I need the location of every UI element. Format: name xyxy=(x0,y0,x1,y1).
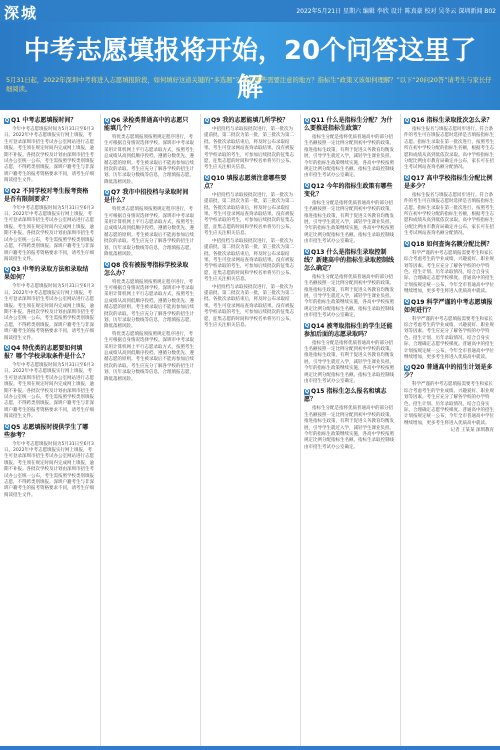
column-divider xyxy=(200,114,201,746)
question-icon: Q xyxy=(204,175,210,182)
question-heading: Q Q17 高中学校指标生分配比例是多少？ xyxy=(404,174,493,190)
question-icon: Q xyxy=(104,262,110,268)
question-icon: Q xyxy=(404,241,410,248)
question-icon: Q xyxy=(4,188,10,195)
section-tag: 深城 xyxy=(4,4,39,22)
question-heading: Q Q4 特优类的志愿要如何填报？哪个学校录取条件是什么？ xyxy=(4,344,89,360)
question-icon: Q xyxy=(404,175,410,182)
question-heading: Q Q14 被考取指标生的学生还能参加后面的志愿录取吗？ xyxy=(304,322,393,338)
question-heading: Q Q8 没有被报考指标学校录取怎么办？ xyxy=(104,261,189,277)
question-icon: Q xyxy=(4,345,10,352)
question-heading: Q Q1 中考志愿填报时间？ xyxy=(4,117,77,124)
question-icon: Q xyxy=(204,117,210,124)
question-icon: Q xyxy=(304,183,310,190)
question-icon: Q xyxy=(304,388,310,395)
bottom-rule xyxy=(0,746,500,750)
article-body xyxy=(4,114,496,746)
question-heading: Q Q16 指标生录取批次怎么录？ xyxy=(404,117,493,124)
headline: 中考志愿填报将开始，20个问答这里了解 xyxy=(23,36,477,103)
question-icon: Q xyxy=(4,266,10,273)
question-heading: Q Q5 志愿填报时提供学生了哪些参考？ xyxy=(4,423,89,439)
question-heading: Q Q9 我的志愿能填几所学校？ xyxy=(204,117,289,124)
column-4: Q Q11 什么是指标生分配？为什么要推进指标生政策？ 指标生分配是指将优质普通高中的部分招生名额按照一定比例分配到初中学校的政策。推进指标生政策，有利于促进义务教育均衡发展，引导学生就近入学，减轻学生课业负担。今年的指标生政策继续实施，各高中学校按照规定比例分配指标生名额。指标生录取控制线由市招生考试办公室确定。 Q Q12 今年的指标生政策有哪些变化？ 指标生分配是指将优质普通高中的部分招生名额按照一定比例分配到初中学校的政策。推进指标生政策，有利于促进义务教育均衡发展，引导学生就近入学，减轻学生课业负担。今年的指标生政策继续实施，各高中学校按照规定比例分配指标生名额。指标生录取控制线由市招生考试办公室确定。 Q Q13 什么是指标生录取控制线？新建高中的指标生录取控制线怎么确定？ 指标生分配是指将优质普通高中的部分招生名额按照一定比例分配到初中学校的政策。推进指标生政策，有利于促进义务教育均衡发展，引导学生就近入学，减轻学生课业负担。今年的指标生政策继续实施，各高中学校按照规定比例分配指标生名额。指标生录取控制线由市招生考试办公室确定。 Q Q14 被考取指标生的学生还能参加后面的志愿录取吗？ 指标生分配是指将优质普通高中的部分招生名额按照一定比例分配到初中学校的政策。推进指标生政策，有利于促进义务教育均衡发展，引导学生就近入学，减轻学生课业负担。今年的指标生政策继续实施，各高中学校按照规定比例分配指标生名额。指标生录取控制线由市招生考试办公室确定。 Q Q15 指标生怎么报名和填志愿？ 指标生分配是指将优质普通高中的部分招生名额按照一定比例分配到初中学校的政策。推进指标生政策，有利于促进义务教育均衡发展，引导学生就近入学，减轻学生课业负担。今年的指标生政策继续实施，各高中学校按照规定比例分配指标生名额。指标生录取控制线由市招生考试办公室确定。 xyxy=(304,117,394,450)
question-icon: Q xyxy=(404,364,410,371)
question-icon: Q xyxy=(404,299,410,306)
column-1: Q Q1 中考志愿填报时间？ 今年中考志愿填报时间为5月31日至6月3日。2022年中考志愿填报实行网上填报，考生可登录深圳市招生考试办公室网站进行志愿填报。考生须在规定时间内完成网上填报，逾期不补报。各批次学校及计划由深圳市招生考试办公室统一公布，考生需按照学校类别填报志愿，不得跨类别填报。深圳户籍考生与非深圳户籍考生的报考资格要求不同，请考生仔细阅读招生文件。 Q Q2 不同学校对考生报考资格是否有限制要求？ 今年中考志愿填报时间为5月31日至6月3日。2022年中考志愿填报实行网上填报，考生可登录深圳市招生考试办公室网站进行志愿填报。考生须在规定时间内完成网上填报，逾期不补报。各批次学校及计划由深圳市招生考试办公室统一公布，考生需按照学校类别填报志愿，不得跨类别填报。深圳户籍考生与非深圳户籍考生的报考资格要求不同，请考生仔细阅读招生文件。 Q Q3 中考的录取方法和录取结果如何？ 今年中考志愿填报时间为5月31日至6月3日。2022年中考志愿填报实行网上填报，考生可登录深圳市招生考试办公室网站进行志愿填报。考生须在规定时间内完成网上填报，逾期不补报。各批次学校及计划由深圳市招生考试办公室统一公布，考生需按照学校类别填报志愿，不得跨类别填报。深圳户籍考生与非深圳户籍考生的报考资格要求不同，请考生仔细阅读招生文件。 Q Q4 特优类的志愿要如何填报？哪个学校录取条件是什么？ 今年中考志愿填报时间为5月31日至6月3日。2022年中考志愿填报实行网上填报，考生可登录深圳市招生考试办公室网站进行志愿填报。考生须在规定时间内完成网上填报，逾期不补报。各批次学校及计划由深圳市招生考试办公室统一公布，考生需按照学校类别填报志愿，不得跨类别填报。深圳户籍考生与非深圳户籍考生的报考资格要求不同，请考生仔细阅读招生文件。 Q Q5 志愿填报时提供学生了哪些参考？ 今年中考志愿填报时间为5月31日至6月3日。2022年中考志愿填报实行网上填报，考生可登录深圳市招生考试办公室网站进行志愿填报。考生须在规定时间内完成网上填报，逾期不补报。各批次学校及计划由深圳市招生考试办公室统一公布，考生需按照学校类别填报志愿，不得跨类别填报。深圳户籍考生与非深圳户籍考生的报考资格要求不同，请考生仔细阅读招生文件。 xyxy=(4,117,94,498)
question-icon: Q xyxy=(404,117,410,124)
question-heading: Q Q20 普通高中的招生计划是多少？ xyxy=(404,364,493,380)
column-divider xyxy=(100,114,101,746)
question-heading: Q Q2 不同学校对考生报考资格是否有限制要求？ xyxy=(4,187,89,203)
column-2: Q Q6 录检类普通高中的志愿只能填几个？ 特优类志愿填报须按照规定程序进行，考生可根据自身情况选择学校。深圳市中考录取采用计算机网上平行志愿录取方式，按照考生总成绩从高到低顺序投档，遵循分数优先、遵循志愿的原则。考生被录取后不能再参加后续批次的录取。考生应充分了解各学校的招生计划、历年录取分数线等信息，合理填报志愿，降低落榜风险。 Q Q7 我市中招投档与录取时间是什么？ 特优类志愿填报须按照规定程序进行，考生可根据自身情况选择学校。深圳市中考录取采用计算机网上平行志愿录取方式，按照考生总成绩从高到低顺序投档，遵循分数优先、遵循志愿的原则。考生被录取后不能再参加后续批次的录取。考生应充分了解各学校的招生计划、历年录取分数线等信息，合理填报志愿，降低落榜风险。 Q Q8 没有被报考指标学校录取怎么办？ 特优类志愿填报须按照规定程序进行，考生可根据自身情况选择学校。深圳市中考录取采用计算机网上平行志愿录取方式，按照考生总成绩从高到低顺序投档，遵循分数优先、遵循志愿的原则。考生被录取后不能再参加后续批次的录取。考生应充分了解各学校的招生计划、历年录取分数线等信息，合理填报志愿，降低落榜风险。 特优类志愿填报须按照规定程序进行，考生可根据自身情况选择学校。深圳市中考录取采用计算机网上平行志愿录取方式，按照考生总成绩从高到低顺序投档，遵循分数优先、遵循志愿的原则。考生被录取后不能再参加后续批次的录取。考生应充分了解各学校的招生计划、历年录取分数线等信息，合理填报志愿，降低落榜风险。 xyxy=(104,117,194,382)
question-heading: Q Q10 填报志愿须注意哪些要点？ xyxy=(204,174,287,190)
question-icon: Q xyxy=(4,424,10,431)
column-divider xyxy=(400,114,401,746)
question-heading: Q Q7 我市中招投档与录取时间是什么？ xyxy=(104,189,189,205)
question-icon: Q xyxy=(4,117,10,124)
question-heading: Q Q15 指标生怎么报名和填志愿？ xyxy=(304,388,387,404)
column-3: Q Q9 我的志愿能填几所学校？ 中招投档与录取按批次进行，第一批次为提前批，第二批次为第一批，第三批次为第二批。各批次录取结束后，将及时公布录取结果。考生可登录网站查询录取结果。没有被报考学校录取的考生，可参加后续批次的征集志愿，征集志愿的时间和学校名单将另行公布。考生应关注相关信息。 Q Q10 填报志愿须注意哪些要点？ 中招投档与录取按批次进行，第一批次为提前批，第二批次为第一批，第三批次为第二批。各批次录取结束后，将及时公布录取结果。考生可登录网站查询录取结果。没有被报考学校录取的考生，可参加后续批次的征集志愿，征集志愿的时间和学校名单将另行公布。考生应关注相关信息。 中招投档与录取按批次进行，第一批次为提前批，第二批次为第一批，第三批次为第二批。各批次录取结束后，将及时公布录取结果。考生可登录网站查询录取结果。没有被报考学校录取的考生，可参加后续批次的征集志愿，征集志愿的时间和学校名单将另行公布。考生应关注相关信息。 中招投档与录取按批次进行，第一批次为提前批，第二批次为第一批，第三批次为第二批。各批次录取结束后，将及时公布录取结果。考生可登录网站查询录取结果。没有被报考学校录取的考生，可参加后续批次的征集志愿，征集志愿的时间和学校名单将另行公布。考生应关注相关信息。 xyxy=(204,117,294,328)
question-icon: Q xyxy=(104,117,110,124)
question-heading: Q Q13 什么是指标生录取控制线？新建高中的指标生录取控制线怎么确定？ xyxy=(304,248,394,272)
question-icon: Q xyxy=(304,323,310,330)
question-heading: Q Q11 什么是指标生分配？为什么要推进指标生政策？ xyxy=(304,117,393,132)
lead-paragraph: 5月31日起，2022年深圳中考将进入志愿填报阶段，如何填好这道关键的“多选题”？都有哪些需要注意的地方？指标生“政策又该如何理解？”以下“20问20答”请考生与家长仔细阅读。 xyxy=(6,77,492,93)
page-header-bar xyxy=(0,0,500,22)
question-icon: Q xyxy=(304,117,310,124)
question-heading: Q Q6 录检类普通高中的志愿只能填几个？ xyxy=(104,117,189,132)
column-5: Q Q16 指标生录取批次怎么录？ 指标生报名与填报志愿同步进行。符合条件的考生可在填报志愿时选择是否填报指标生志愿。指标生录取在第一批次进行，按照考生所在初中学校分配的指标生名额，根据考生志愿和成绩从高到低依次录取。高中学校指标生分配比例由市教育局确定并公布，家长可在招生考试网站查询名额分配情况。 Q Q17 高中学校指标生分配比例是多少？ 指标生报名与填报志愿同步进行。符合条件的考生可在填报志愿时选择是否填报指标生志愿。指标生录取在第一批次进行，按照考生所在初中学校分配的指标生名额，根据考生志愿和成绩从高到低依次录取。高中学校指标生分配比例由市教育局确定并公布，家长可在招生考试网站查询名额分配情况。 Q Q18 如何查询名额分配比例？ 科学严谨的中考志愿填报需要考生和家长综合考虑考生的学业成绩、兴趣爱好、职业规划等因素。考生应充分了解各学校的办学特色、招生计划、历年录取情况，结合自身实际，合理确定志愿学校梯度。普通高中的招生计划按规定统一公布，今年全市普通高中学位继续增加，更多考生将进入优质高中就读。 Q Q19 科学严谨的中考志愿填报如何进行？ 科学严谨的中考志愿填报需要考生和家长综合考虑考生的学业成绩、兴趣爱好、职业规划等因素。考生应充分了解各学校的办学特色、招生计划、历年录取情况，结合自身实际，合理确定志愿学校梯度。普通高中的招生计划按规定统一公布，今年全市普通高中学位继续增加，更多考生将进入优质高中就读。 Q Q20 普通高中的招生计划是多少？ 科学严谨的中考志愿填报需要考生和家长综合考虑考生的学业成绩、兴趣爱好、职业规划等因素。考生应充分了解各学校的办学特色、招生计划、历年录取情况，结合自身实际，合理确定志愿学校梯度。普通高中的招生计划按规定统一公布，今年全市普通高中学位继续增加，更多考生将进入优质高中就读。 记者 王某某 深圳教育 xyxy=(404,117,494,434)
question-heading: Q Q19 科学严谨的中考志愿填报如何进行？ xyxy=(404,298,493,314)
question-icon: Q xyxy=(104,189,110,196)
column-divider xyxy=(300,114,301,746)
question-heading: Q Q18 如何查询名额分配比例？ xyxy=(404,240,493,248)
credit-line: 记者 王某某 深圳教育 xyxy=(450,428,494,434)
page-info: 2022年5月21日 星期六 编辑 李欣 设计 陈真豪 校对 吴冬云 深圳新闻 B02 xyxy=(296,8,496,15)
question-heading: Q Q12 今年的指标生政策有哪些变化？ xyxy=(304,182,393,198)
question-heading: Q Q3 中考的录取方法和录取结果如何？ xyxy=(4,266,89,282)
question-icon: Q xyxy=(304,249,310,256)
